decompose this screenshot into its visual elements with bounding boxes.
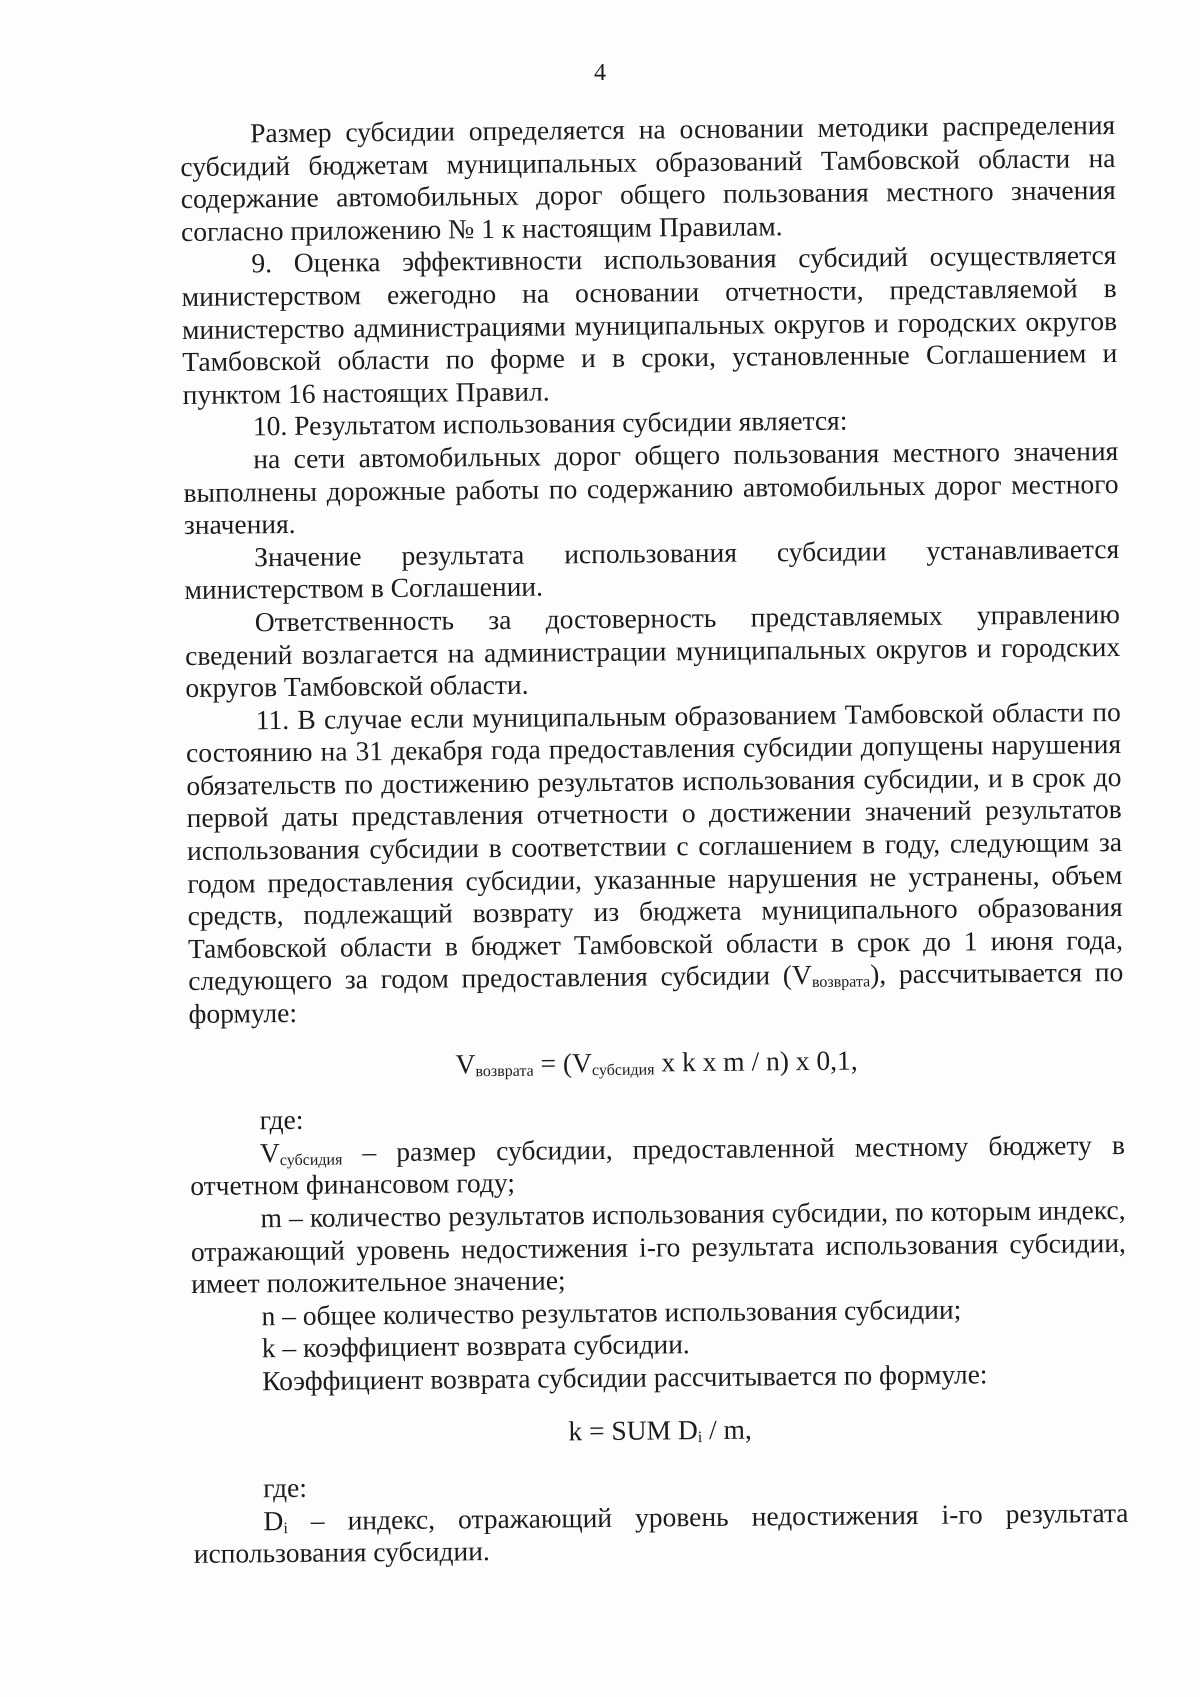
where-label-2: где: <box>263 1472 308 1504</box>
formula2-sub: i <box>697 1428 703 1446</box>
formula-coefficient <box>192 1410 1127 1452</box>
definition-n: n – общее количество результатов использования субсидии; <box>261 1293 962 1332</box>
page-number: 4 <box>594 60 606 86</box>
where-label-1: где: <box>259 1104 304 1136</box>
formula2-end: / m, <box>702 1413 752 1445</box>
p7-subscript: возврата <box>811 973 871 992</box>
paragraph-9-efficiency: 9. Оценка эффективности использования субсидий осуществляется министерством ежегодно на основании отчетности, представляемой в министерство администрациями муниципальных округов и городских округов Тамбовской области по форме и в сроки, установленные Соглашением и пунктом 16 настоящих Правил. <box>181 239 1118 410</box>
paragraph-coefficient: Коэффициент возврата субсидии рассчитывается по формуле: <box>261 1358 988 1397</box>
def-v: V <box>259 1136 280 1169</box>
paragraph-road-network: на сети автомобильных дорог общего пользования местного значения выполнены дорожные работы по содержанию автомобильных дорог местного значения. <box>183 434 1119 541</box>
def-d-sub: i <box>283 1519 288 1537</box>
formula-v: V <box>455 1047 476 1080</box>
definition-v-subsidy <box>190 1129 1126 1203</box>
def-v-text: – размер субсидии, предоставленной местному бюджету в отчетном финансовом году; <box>190 1128 1126 1202</box>
formula-sub-return: возврата <box>475 1062 534 1080</box>
paragraph-subsidy-size: Размер субсидии определяется на основании методики распределения субсидий бюджетам муниципальных образований Тамбовской области на содержание автомобильных дорог общего пользования местного значения согласно приложению № 1 к настоящим Правилам. <box>180 109 1116 247</box>
definition-di <box>193 1497 1129 1571</box>
formula-end: x k x m / n) x 0,1, <box>654 1044 858 1078</box>
formula2-start: k = SUM D <box>568 1413 698 1446</box>
definition-m: m – количество результатов использования субсидии, по которым индекс, отражающий уровень недостижения i-го результата использования субсидии, имеет положительное значение; <box>190 1193 1126 1300</box>
p7-text: 11. В случае если муниципальным образованием Тамбовской области по состоянию на 31 декабря года предоставления субсидии допущены нарушения обязательств по достижению результатов использования субсидии, и в срок до первой даты представления отчетности о достижении значений результатов использования субсидии в соответствии с соглашением в году, следующим за годом предоставления субсидии, указанные нарушения не устранены, объем средств, подлежащий возврату из бюджета муниципального образования Тамбовской области в бюджет Тамбовской области в срок до 1 июня года, следующего за годом предоставления субсидии (V <box>185 695 1124 997</box>
formula-sub-subsidy: субсидия <box>591 1061 655 1079</box>
def-d: D <box>263 1504 284 1537</box>
formula-return-volume <box>189 1042 1124 1084</box>
document-body <box>180 109 1129 1571</box>
paragraph-11-violations <box>186 696 1124 1031</box>
definition-k: k – коэффициент возврата субсидии. <box>261 1328 690 1364</box>
def-d-text: – индекс, отражающий уровень недостижения i-го результата использования субсидии. <box>193 1496 1129 1570</box>
paragraph-10-result: 10. Результатом использования субсидии является: <box>252 404 848 442</box>
p7-end: ), рассчитывается по формуле: <box>188 956 1124 1029</box>
def-v-sub: субсидия <box>279 1151 343 1169</box>
paragraph-responsibility: Ответственность за достоверность представляемых управлению сведений возлагается на администрации муниципальных округов и городских округов Тамбовской области. <box>185 597 1121 704</box>
paragraph-result-value: Значение результата использования субсидии устанавливается министерством в Соглашении. <box>184 532 1120 606</box>
formula-mid: = (V <box>533 1046 593 1079</box>
